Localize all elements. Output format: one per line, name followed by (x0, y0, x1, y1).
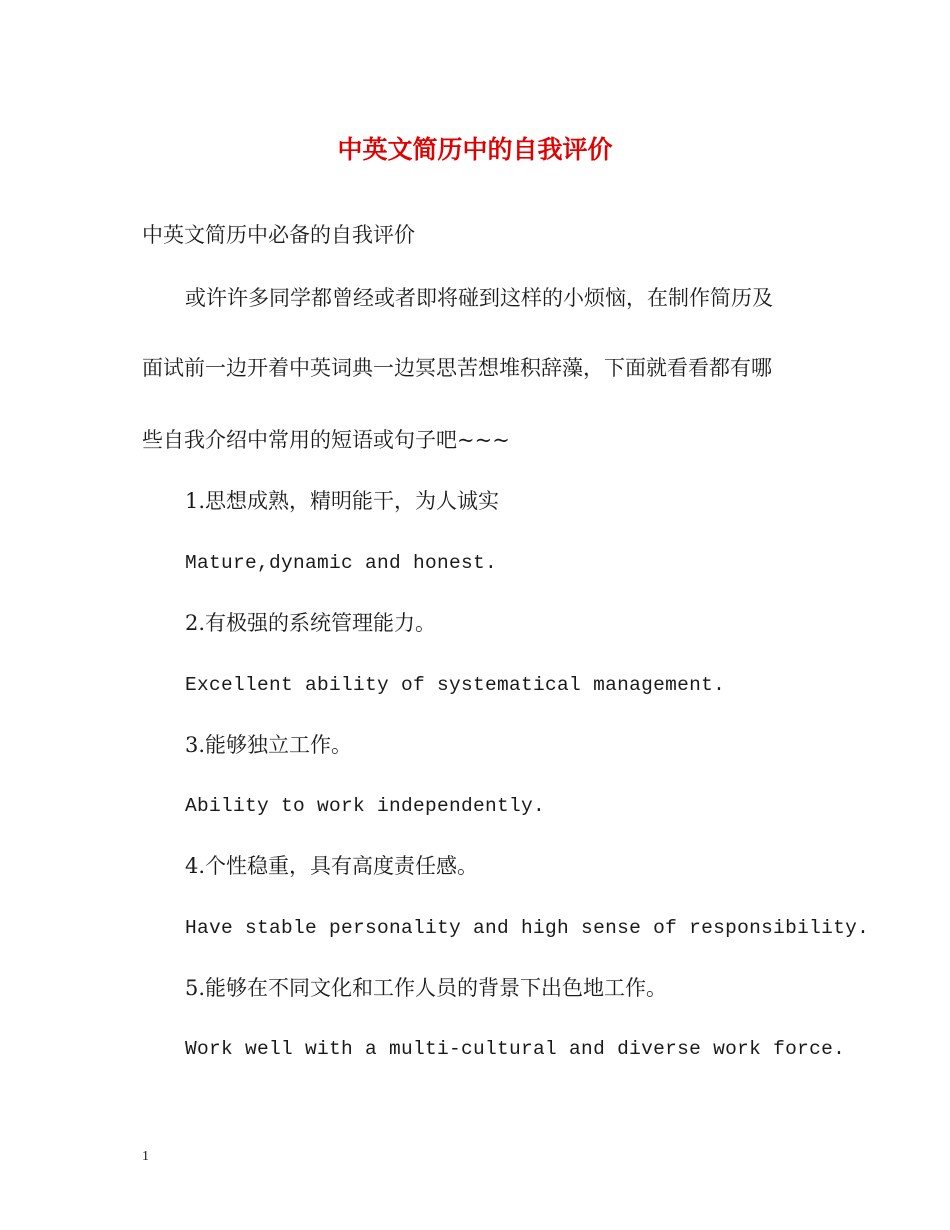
list-item-2-en: Excellent ability of systematical management. (185, 674, 726, 696)
list-item-4-en: Have stable personality and high sense of responsibility. (185, 917, 870, 939)
document-title: 中英文简历中的自我评价 (337, 135, 613, 164)
list-item-3-cn: 3.能够独立工作。 (185, 733, 353, 757)
page-number: 1 (142, 1149, 149, 1164)
intro-line-3: 些自我介绍中常用的短语或句子吧~~~ (142, 428, 510, 452)
list-item-5-cn: 5.能够在不同文化和工作人员的背景下出色地工作。 (185, 976, 668, 1000)
document-subtitle: 中英文简历中必备的自我评价 (142, 223, 415, 247)
list-item-4-cn: 4.个性稳重，具有高度责任感。 (185, 854, 479, 878)
list-item-1-en: Mature,dynamic and honest. (185, 552, 498, 574)
list-item-3-en: Ability to work independently. (185, 795, 546, 817)
list-item-1-cn: 1.思想成熟，精明能干，为人诚实 (185, 489, 500, 513)
intro-line-1: 或许许多同学都曾经或者即将碰到这样的小烦恼，在制作简历及 (185, 286, 773, 310)
list-item-2-cn: 2.有极强的系统管理能力。 (185, 611, 437, 635)
list-item-5-en: Work well with a multi-cultural and diverse work force. (185, 1038, 846, 1060)
intro-line-2: 面试前一边开着中英词典一边冥思苦想堆积辞藻，下面就看看都有哪 (142, 356, 772, 380)
